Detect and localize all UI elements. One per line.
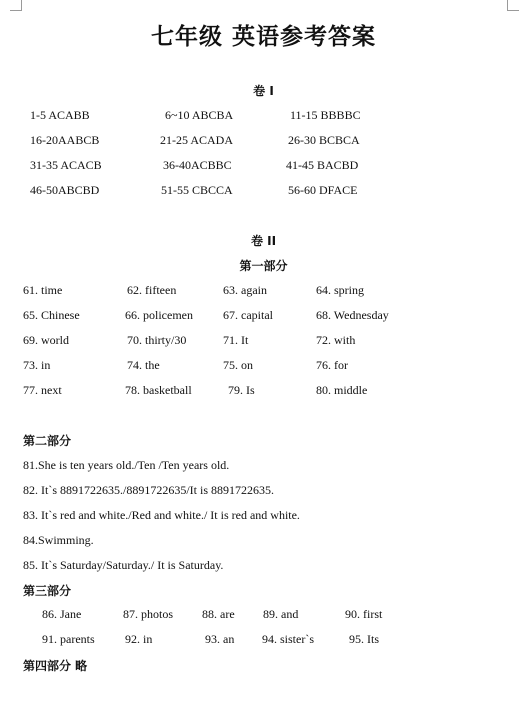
answer-group: 21-25 ACADA [160,133,234,147]
answer-item: 90. first [345,607,383,621]
answer-line: 83. It`s red and white./Red and white./ It is red and white. [23,508,300,522]
part2-heading: 卷 II [250,234,277,248]
answer-item: 94. sister`s [262,632,314,646]
part1-row [0,158,527,176]
answer-item: 77. next [23,383,62,397]
answer-item: 70. thirty/30 [127,333,187,347]
answer-item: 71. It [223,333,249,347]
answer-group: 56-60 DFACE [288,183,358,197]
section1-row [0,358,527,376]
answer-line: 85. It`s Saturday/Saturday./ It is Saturday. [23,558,224,572]
answer-group: 36-40ACBBC [163,158,232,172]
section1-heading: 第一部分 [239,259,288,273]
section2-heading: 第二部分 [23,434,72,448]
answer-item: 69. world [23,333,69,347]
answer-item: 75. on [223,358,253,372]
answer-group: 51-55 CBCCA [161,183,233,197]
answer-item: 76. for [316,358,348,372]
part1-row [0,108,527,126]
answer-line: 81.She is ten years old./Ten /Ten years old. [23,458,230,472]
answer-item: 86. Jane [42,607,82,621]
corner-mark-top-right [507,0,519,11]
answer-item: 65. Chinese [23,308,80,322]
section1-row [0,383,527,401]
answer-item: 73. in [23,358,51,372]
section3-row [0,607,527,625]
answer-item: 72. with [316,333,356,347]
answer-group: 41-45 BACBD [286,158,359,172]
answer-item: 68. Wednesday [316,308,389,322]
answer-item: 87. photos [123,607,174,621]
answer-item: 63. again [223,283,267,297]
answer-item: 78. basketball [125,383,192,397]
answer-item: 88. are [202,607,235,621]
part1-row [0,183,527,201]
answer-item: 80. middle [316,383,368,397]
answer-line: 82. It`s 8891722635./8891722635/It is 8891722635. [23,483,274,497]
answer-group: 46-50ABCBD [30,183,100,197]
answer-item: 66. policemen [125,308,193,322]
answer-group: 1-5 ACABB [30,108,90,122]
section1-row [0,283,527,301]
answer-item: 64. spring [316,283,364,297]
answer-item: 74. the [127,358,160,372]
part1-heading: 卷 I [253,84,274,98]
section3-heading: 第三部分 [23,584,72,598]
answer-group: 11-15 BBBBC [290,108,361,122]
answer-item: 93. an [205,632,235,646]
section3-row [0,632,527,650]
answer-group: 31-35 ACACB [30,158,102,172]
answer-group: 16-20AABCB [30,133,100,147]
answer-item: 61. time [23,283,63,297]
answer-group: 6~10 ABCBA [165,108,234,122]
answer-group: 26-30 BCBCA [288,133,360,147]
part1-row [0,133,527,151]
answer-item: 67. capital [223,308,273,322]
answer-item: 79. Is [228,383,255,397]
answer-item: 62. fifteen [127,283,177,297]
answer-item: 91. parents [42,632,95,646]
answer-line: 84.Swimming. [23,533,94,547]
answer-item: 92. in [125,632,153,646]
section1-row [0,333,527,351]
corner-mark-top-left [10,0,22,11]
document-title: 七年级 英语参考答案 [150,24,376,50]
answer-item: 95. Its [349,632,379,646]
answer-item: 89. and [263,607,299,621]
section4-heading: 第四部分 略 [23,659,88,673]
section1-row [0,308,527,326]
